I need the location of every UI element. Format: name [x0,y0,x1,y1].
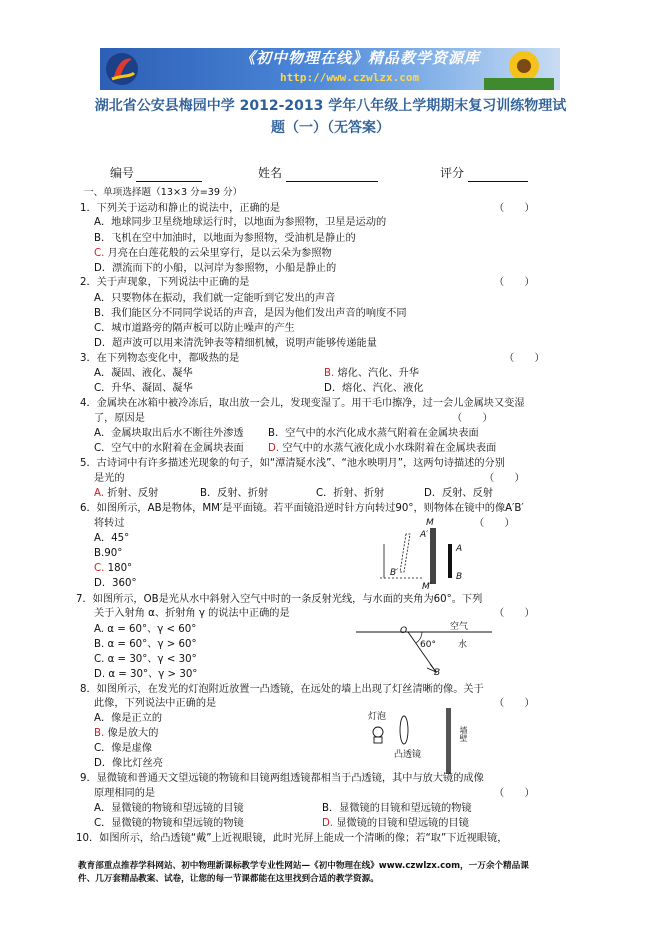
q4-option-a: A．金属块取出后水不断往外渗透 [94,428,244,439]
q7-label-water: 水 [458,640,468,650]
q1-option-a: A．地球同步卫星绕地球运行时，以地面为参照物，卫星是运动的 [94,217,387,228]
q3-option-d: D．熔化、汽化、液化 [324,383,424,394]
q9-option-d-label: D. [322,818,334,829]
q5-stem-line1: 5．古诗词中有许多描述光现象的句子，如“潭清疑水浅”、“池水映明月”，这两句诗描述的分别 [80,458,505,469]
footer-line1: 教育部重点推荐学科网站、初中物理新课标教学专业性网站—《初中物理在线》www.czwlzx.com，一万余个精品课 [78,861,529,871]
q4-option-d-text: 空气中的水蒸气液化成小水珠附着在金属块表面 [282,443,497,454]
q6-label-m-prime: M′ [422,582,432,592]
q8-answer-paren: （ ） [494,698,535,709]
q2-option-b: B．我们能区分不同同学说话的声音，是因为他们发出声音的响度不同 [94,308,407,319]
q3-answer-paren: （ ） [504,353,545,364]
q7-option-c: C. α = 30°、γ < 30° [94,654,197,665]
q1-option-c [94,247,332,261]
footer-line2: 件、几万套精品教案、试卷，让您的每一节课都能在这里找到合适的教学资源。 [78,874,379,884]
q5-option-d: D．反射、反射 [424,488,493,499]
q5-stem-line2: 是光的 [94,473,125,484]
q6-label-b: B [456,572,463,582]
id-blank[interactable] [136,181,202,182]
q9-answer-paren: （ ） [494,788,535,799]
q3-option-b-text: 熔化、汽化、升华 [337,368,419,379]
q6-option-c-text: 180° [107,563,133,574]
q6-label-a: A [456,544,463,554]
q2-option-a: A．只要物体在振动，我们就一定能听到它发出的声音 [94,293,336,304]
q7-label-o: O [400,626,408,636]
q1-option-d: D．漂流而下的小船，以河岸为参照物，小船是静止的 [94,263,337,274]
score-blank[interactable] [468,181,528,182]
q6-option-c [94,562,132,576]
q5-option-a-text: 折射、反射 [107,488,159,499]
q3-option-a: A．凝固、液化、凝华 [94,368,193,379]
q9-stem-line1: 9．显微镜和普通天文望远镜的物镜和目镜两组透镜都相当于凸透镜，其中与放大镜的成像 [80,773,484,784]
q10-stem: 10．如图所示，给凸透镜“戴”上近视眼镜，此时光屏上能成一个清晰的像；若“取”下近视眼镜， [76,833,508,844]
q8-stem-line2: 此像，下列说法中正确的是 [94,698,217,709]
q9-option-c: C．显微镜的物镜和望远镜的物镜 [94,818,244,829]
q7-label-b: B [434,668,441,678]
q5-option-c: C．折射、折射 [316,488,385,499]
q9-option-d [322,817,469,831]
sunflower-icon [484,48,554,90]
q3-option-c: C．升华、凝固、凝华 [94,383,193,394]
q6-label-a-prime: A′ [420,530,429,540]
q7-stem-line1: 7．如图所示，OB是光从水中斜射入空气中时的一条反射光线，与水面的夹角为60°。下列 [76,594,483,605]
q6-option-c-label: C. [94,563,105,574]
q8-option-d: D．像比灯丝亮 [94,758,163,769]
q6-stem-line2: 将转过 [94,518,125,529]
q5-option-b: B．反射、折射 [200,488,269,499]
q3-option-b [324,367,419,381]
q2-stem: 2．关于声现象，下列说法中正确的是 [80,277,250,288]
q8-stem-line1: 8．如图所示，在发光的灯泡附近放置一凸透镜，在远处的墙上出现了灯丝清晰的像。关于 [80,684,484,695]
q6-label-m: M [426,518,434,528]
name-blank[interactable] [286,181,378,182]
q1-stem: 1．下列关于运动和静止的说法中，正确的是 [80,203,281,214]
q2-option-c: C．城市道路旁的隔声板可以防止噪声的产生 [94,323,295,334]
score-label: 评分 [440,166,465,180]
q8-option-b-label: B. [94,728,105,739]
site-banner [100,48,560,90]
q6-answer-paren: （ ） [474,518,515,529]
q7-label-angle: 60° [420,640,436,650]
q1-option-c-text: 月亮在白莲花般的云朵里穿行，是以云朵为参照物 [107,248,332,259]
q1-answer-paren: （ ） [494,203,535,214]
id-label: 编号 [110,166,135,180]
q2-answer-paren: （ ） [494,277,535,288]
q9-option-b: B．显微镜的目镜和望远镜的物镜 [322,803,472,814]
banner-url: http://www.czwlzx.com [280,71,420,84]
q6-stem-line1: 6．如图所示，AB是物体，MM′是平面镜。若平面镜沿逆时针方向转过90°，则物体在镜中的像A′B′ [80,503,524,514]
q6-option-a: A．45° [94,533,130,544]
q2-option-d: D．超声波可以用来清洗钟表等精细机械，说明声能够传递能量 [94,338,377,349]
q6-option-b: B.90° [94,548,123,559]
q3-stem: 3．在下列物态变化中，都吸热的是 [80,353,240,364]
q4-stem-line1: 4．金属块在冰箱中被冷冻后，取出放一会儿，发现变湿了。用干毛巾擦净，过一会儿金属块又变湿 [80,398,525,409]
section-heading: 一、单项选择题（13×3 分=39 分） [84,187,243,198]
q9-option-d-text: 显微镜的目镜和望远镜的目镜 [336,818,469,829]
q3-option-b-label: B. [324,368,335,379]
q4-stem-line2: 了，原因是 [94,413,145,424]
q5-answer-paren: （ ） [484,473,525,484]
q8-option-b [94,727,158,741]
site-logo [104,51,140,87]
name-label: 姓名 [258,166,283,180]
q4-answer-paren: （ ） [452,413,493,424]
q9-option-a: A．显微镜的物镜和望远镜的目镜 [94,803,244,814]
q5-option-a-label: A. [94,488,105,499]
q8-label-lamp: 灯泡 [368,712,387,722]
banner-title: 《初中物理在线》精品教学资源库 [240,49,481,67]
q4-option-d-label: D. [268,443,280,454]
document-title-line1: 湖北省公安县梅园中学 2012-2013 学年八年级上学期期末复习训练物理试 [94,98,567,114]
q9-stem-line2: 原理相同的是 [94,788,156,799]
q5-option-a [94,487,158,501]
q7-label-air: 空气 [450,622,469,632]
q7-stem-line2: 关于入射角 α、折射角 γ 的说法中正确的是 [94,608,290,619]
q6-label-b-prime: B′ [390,568,399,578]
q7-option-b: B. α = 60°、γ > 60° [94,639,197,650]
q7-option-d: D. α = 30°、γ > 30° [94,669,198,680]
q8-label-wall: 墙壁 [459,726,468,742]
document-title-line2: 题（一）（无答案） [271,120,390,136]
q1-option-c-label: C. [94,248,105,259]
q7-answer-paren: （ ） [494,608,535,619]
q8-label-lens: 凸透镜 [394,750,422,760]
q4-option-d [268,442,496,456]
q8-option-a: A．像是正立的 [94,713,163,724]
q1-option-b: B．飞机在空中加油时，以地面为参照物，受油机是静止的 [94,233,356,244]
q4-option-c: C．空气中的水附着在金属块表面 [94,443,244,454]
q8-option-c: C．像是虚像 [94,743,153,754]
q4-option-b: B．空气中的水汽化成水蒸气附着在金属块表面 [268,428,479,439]
q8-option-b-text: 像是放大的 [107,728,159,739]
q7-option-a: A. α = 60°、γ < 60° [94,624,197,635]
q6-option-d: D．360° [94,578,137,589]
